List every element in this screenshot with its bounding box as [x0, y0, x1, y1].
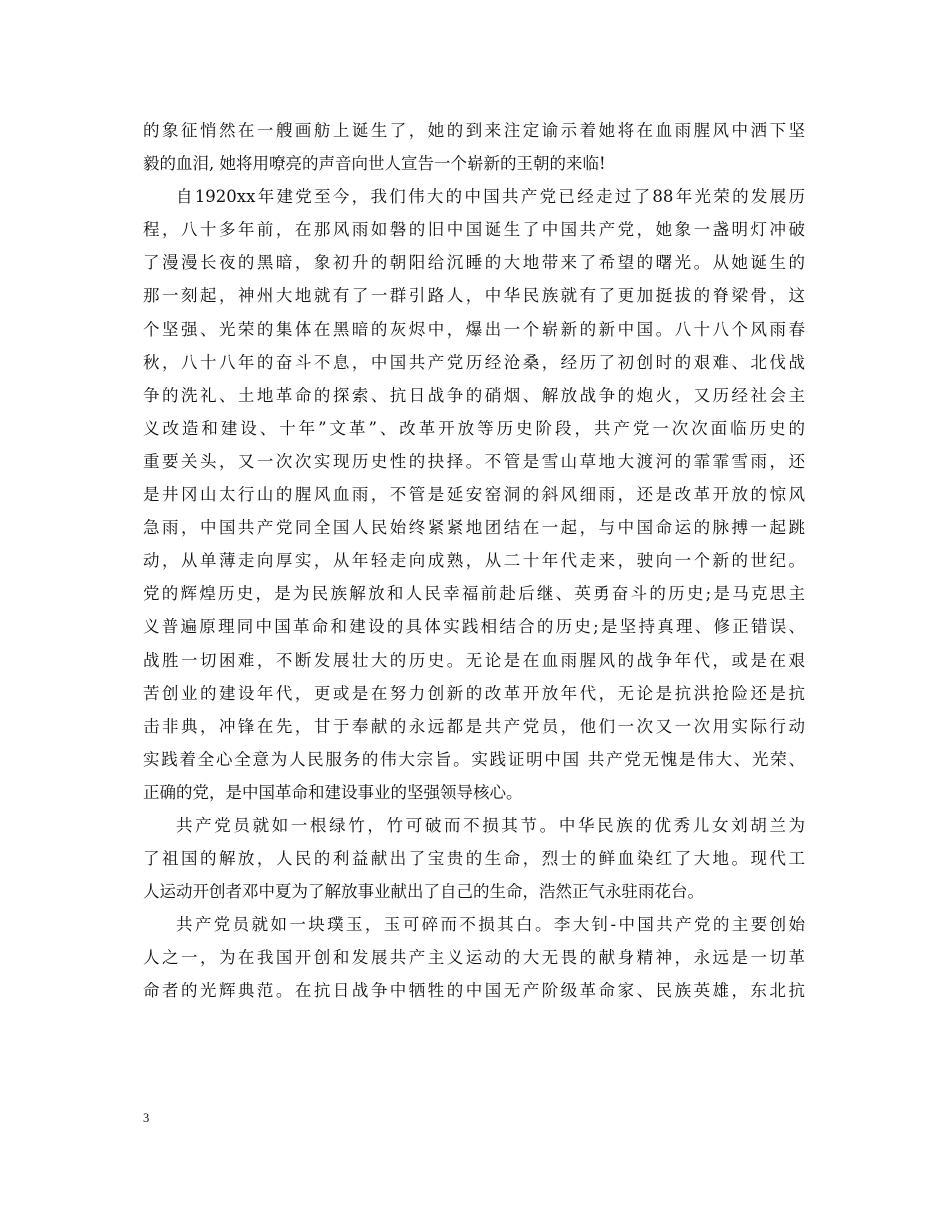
text-line: 了漫漫长夜的黑暗，象初升的朝阳给沉睡的大地带来了希望的曙光。从她诞生的 — [143, 253, 805, 273]
text-line: 了祖国的解放，人民的利益献出了宝贵的生命，烈士的鲜血染红了大地。现代工 — [143, 849, 805, 869]
text-line: 自1920xx年建党至今，我们伟大的中国共产党已经走过了88年光荣的发展历 — [176, 187, 805, 207]
text-line: 正确的党，是中国革命和建设事业的坚强领导核心。 — [143, 782, 523, 802]
body-text — [143, 114, 805, 1008]
text-line: 战胜一切困难，不断发展壮大的历史。无论是在血雨腥风的战争年代，或是在艰 — [143, 650, 805, 670]
text-line: 动，从单薄走向厚实，从年轻走向成熟，从二十年代走来，驶向一个新的世纪。 — [143, 551, 805, 571]
text-line: 人之一，为在我国开创和发展共产主义运动的大无畏的献身精神，永远是一切革 — [143, 948, 805, 968]
text-line: 人运动开创者邓中夏为了解放事业献出了自己的生命，浩然正气永驻雨花台。 — [143, 882, 704, 902]
text-line: 重要关头，又一次次实现历史性的抉择。不管是雪山草地大渡河的霏霏雪雨，还 — [143, 451, 805, 471]
text-line: 命者的光辉典范。在抗日战争中牺牲的中国无产阶级革命家、民族英雄，东北抗 — [143, 981, 805, 1001]
text-line: 共产党员就如一块璞玉，玉可碎而不损其白。李大钊-中国共产党的主要创始 — [176, 915, 805, 935]
text-line: 急雨，中国共产党同全国人民始终紧紧地团结在一起，与中国命运的脉搏一起跳 — [143, 518, 805, 538]
page-number: 3 — [143, 1111, 150, 1125]
text-line: 程，八十多年前，在那风雨如磐的旧中国诞生了中国共产党，她象一盏明灯冲破 — [143, 220, 805, 240]
text-line: 击非典，冲锋在先，甘于奉献的永远都是共产党员，他们一次又一次用实际行动 — [143, 716, 805, 736]
text-line: 毅的血泪, 她将用嘹亮的声音向世人宣告一个崭新的王朝的来临! — [143, 154, 606, 174]
text-line: 秋，八十八年的奋斗不息，中国共产党历经沧桑，经历了初创时的艰难、北伐战 — [143, 352, 805, 372]
text-line: 那一刻起，神州大地就有了一群引路人，中华民族就有了更加挺拔的脊梁骨，这 — [143, 286, 805, 306]
text-line: 义普遍原理同中国革命和建设的具体实践相结合的历史;是坚持真理、修正错误、 — [143, 617, 805, 637]
text-line: 苦创业的建设年代，更或是在努力创新的改革开放年代，无论是抗洪抢险还是抗 — [143, 683, 805, 703]
text-line: 的象征悄然在一艘画舫上诞生了，她的到来注定谕示着她将在血雨腥风中洒下坚 — [143, 121, 805, 140]
text-line: 是井冈山太行山的腥风血雨，不管是延安窑洞的斜风细雨，还是改革开放的惊风 — [143, 485, 805, 505]
text-line: 义改造和建设、十年”文革”、改革开放等历史阶段，共产党一次次面临历史的 — [143, 418, 805, 438]
text-line: 党的辉煌历史，是为民族解放和人民幸福前赴后继、英勇奋斗的历史;是马克思主 — [143, 584, 805, 604]
text-line: 共产党员就如一根绿竹，竹可破而不损其节。中华民族的优秀儿女刘胡兰为 — [176, 815, 805, 835]
text-line: 争的洗礼、土地革命的探索、抗日战争的硝烟、解放战争的炮火，又历经社会主 — [143, 385, 805, 405]
text-line: 个坚强、光荣的集体在黑暗的灰烬中，爆出一个崭新的新中国。八十八个风雨春 — [143, 319, 805, 339]
text-line: 实践着全心全意为人民服务的伟大宗旨。实践证明中国 共产党无愧是伟大、光荣、 — [143, 749, 805, 769]
